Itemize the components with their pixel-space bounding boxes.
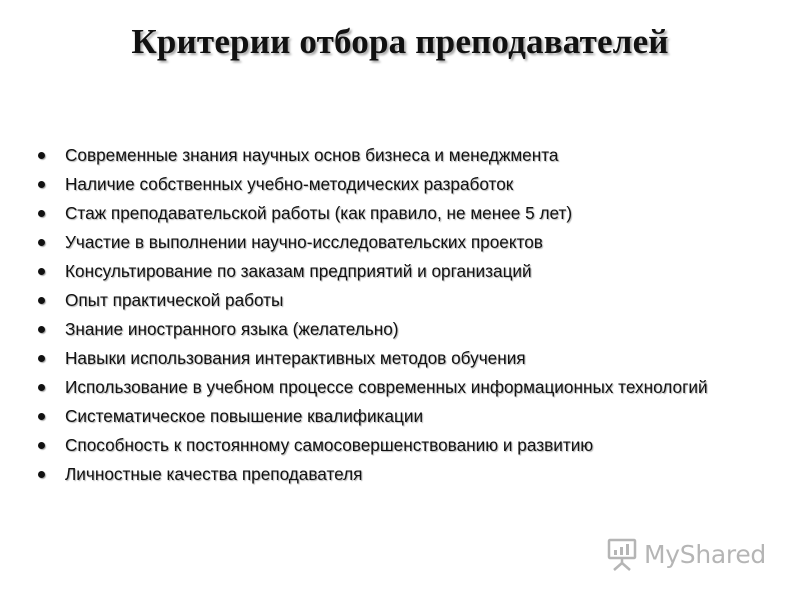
list-item-text: Стаж преподавательской работы (как правило, не менее 5 лет) bbox=[65, 203, 573, 223]
list-item bbox=[38, 174, 770, 195]
list-item bbox=[38, 261, 770, 282]
watermark bbox=[606, 536, 766, 572]
list-item bbox=[38, 435, 770, 456]
list-item-text: Использование в учебном процессе современных информационных технологий bbox=[65, 377, 708, 397]
slide-title: Критерии отбора преподавателей bbox=[131, 22, 669, 61]
list-item-text: Участие в выполнении научно-исследовательских проектов bbox=[65, 232, 543, 252]
list-item-text: Личностные качества преподавателя bbox=[65, 464, 363, 484]
bullet-icon bbox=[38, 152, 45, 159]
bullet-list bbox=[38, 145, 770, 493]
presentation-board-icon bbox=[606, 537, 638, 571]
bullet-icon bbox=[38, 268, 45, 275]
list-item bbox=[38, 377, 770, 398]
watermark-text: MyShared bbox=[644, 539, 766, 569]
list-item bbox=[38, 348, 770, 369]
bullet-icon bbox=[38, 181, 45, 188]
list-item bbox=[38, 203, 770, 224]
bullet-icon bbox=[38, 442, 45, 449]
list-item bbox=[38, 232, 770, 253]
list-item bbox=[38, 464, 770, 485]
bullet-icon bbox=[38, 239, 45, 246]
list-item-text: Способность к постоянному самосовершенствованию и развитию bbox=[65, 435, 594, 455]
list-item-text: Навыки использования интерактивных методов обучения bbox=[65, 348, 526, 368]
bullet-icon bbox=[38, 413, 45, 420]
bullet-icon bbox=[38, 384, 45, 391]
list-item-text: Знание иностранного языка (желательно) bbox=[65, 319, 399, 339]
list-item-text: Консультирование по заказам предприятий и организаций bbox=[65, 261, 532, 281]
list-item bbox=[38, 290, 770, 311]
list-item-text: Наличие собственных учебно-методических разработок bbox=[65, 174, 514, 194]
list-item bbox=[38, 145, 770, 166]
list-item bbox=[38, 319, 770, 340]
list-item-text: Современные знания научных основ бизнеса и менеджмента bbox=[65, 145, 559, 165]
bullet-icon bbox=[38, 326, 45, 333]
list-item-text: Опыт практической работы bbox=[65, 290, 284, 310]
bullet-icon bbox=[38, 355, 45, 362]
list-item-text: Систематическое повышение квалификации bbox=[65, 406, 424, 426]
bullet-icon bbox=[38, 297, 45, 304]
bullet-icon bbox=[38, 471, 45, 478]
bullet-icon bbox=[38, 210, 45, 217]
list-item bbox=[38, 406, 770, 427]
